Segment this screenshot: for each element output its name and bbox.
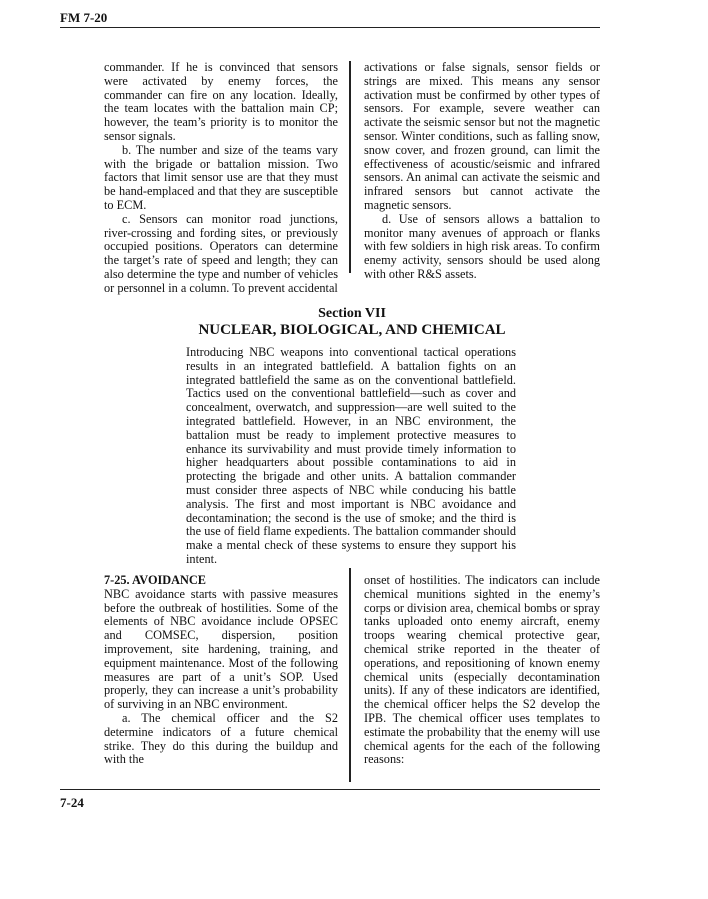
top-right-column bbox=[364, 61, 600, 282]
bottom-left-column bbox=[104, 574, 338, 767]
paragraph: d. Use of sensors allows a battalion to monitor many avenues of approach or flanks with few soldiers in high risk areas. To confirm enemy activity, sensors should be used along with other R&S assets. bbox=[364, 211, 600, 281]
paragraph: b. The number and size of the teams vary with the brigade or battalion mission. Two factors that limit sensor use are that they must be hand-emplaced and that they are susceptible to ECM. bbox=[104, 142, 338, 212]
column-divider bbox=[349, 61, 351, 273]
section-intro bbox=[186, 346, 516, 567]
column-divider bbox=[349, 568, 351, 782]
section-label: Section VII bbox=[318, 306, 386, 321]
paragraph: a. The chemical officer and the S2 determine indicators of a future chemical strike. They do this during the buildup and with the bbox=[104, 710, 338, 767]
page-number: 7-24 bbox=[60, 795, 84, 810]
footer-rule bbox=[60, 789, 600, 790]
top-left-column bbox=[104, 61, 338, 296]
header-rule bbox=[60, 27, 600, 28]
subsection-heading: 7-25. AVOIDANCE bbox=[104, 573, 207, 587]
paragraph: commander. If he is convinced that sensors were activated by enemy forces, the commander can fire on any location. Ideally, the team locates with the battalion main CP; however, the team’s priority is to monitor the sensor signals. bbox=[104, 60, 338, 143]
paragraph: activations or false signals, sensor fields or strings are mixed. This means any sensor activation must be confirmed by other types of sensors. For example, severe weather can activate the seismic sensor but not the magnetic sensor. Winter conditions, such as falling snow, snow cover, and frozen ground, can limit the effectiveness of acoustic/seismic and infrared sensors. An animal can activate the seismic and infrared sensors but cannot activate the magnetic sensors. bbox=[364, 60, 600, 212]
document-id: FM 7-20 bbox=[60, 10, 108, 25]
paragraph: NBC avoidance starts with passive measures before the outbreak of hostilities. Some of the elements of NBC avoidance include OPSEC and COMSEC, dispersion, position improvement, site hardening, training, and equipment maintenance. Most of the following measures are part of a unit’s SOP. Used properly, they can increase a unit’s probability of surviving in an NBC environment. bbox=[104, 586, 338, 712]
paragraph: c. Sensors can monitor road junctions, river-crossing and fording sites, or previously occupied positions. Operators can determine the target’s rate of speed and length; they can also determine the type and number of vehicles or personnel in a column. To prevent accidental bbox=[104, 211, 338, 295]
paragraph: onset of hostilities. The indicators can include chemical munitions sighted in the enemy’s corps or division area, chemical bombs or spray tanks uploaded onto enemy aircraft, enemy troops wearing chemical protective gear, chemical strike reported in the theater of operations, and repositioning of known enemy chemical units (especially decontamination units). If any of these indicators are identified, the chemical officer helps the S2 develop the IPB. The chemical officer uses templates to estimate the probability that the enemy will use chemical agents for the each of the following reasons: bbox=[364, 573, 600, 767]
bottom-right-column bbox=[364, 574, 600, 767]
section-title: NUCLEAR, BIOLOGICAL, AND CHEMICAL bbox=[198, 322, 506, 338]
paragraph: Introducing NBC weapons into conventional tactical operations results in an integrated battlefield. A battalion fights on an integrated battlefield the same as on the conventional battlefield. Tactics used on the conventional battlefield—such as cover and concealment, overwatch, and suppression—are well suited to the integrated battlefield. However, in an NBC environment, the battalion must be ready to implement protective measures to enhance its survivability and must provide timely information to higher headquarters about possible contaminations to aid in protecting the brigade and other units. A battalion commander must consider three aspects of NBC while conducing his battle analysis. The first and most important is NBC avoidance and decontamination; the second is the use of smoke; and the third is the use of field flame expedients. The battalion commander should make a mental check of these systems to ensure they support his intent. bbox=[186, 345, 516, 566]
